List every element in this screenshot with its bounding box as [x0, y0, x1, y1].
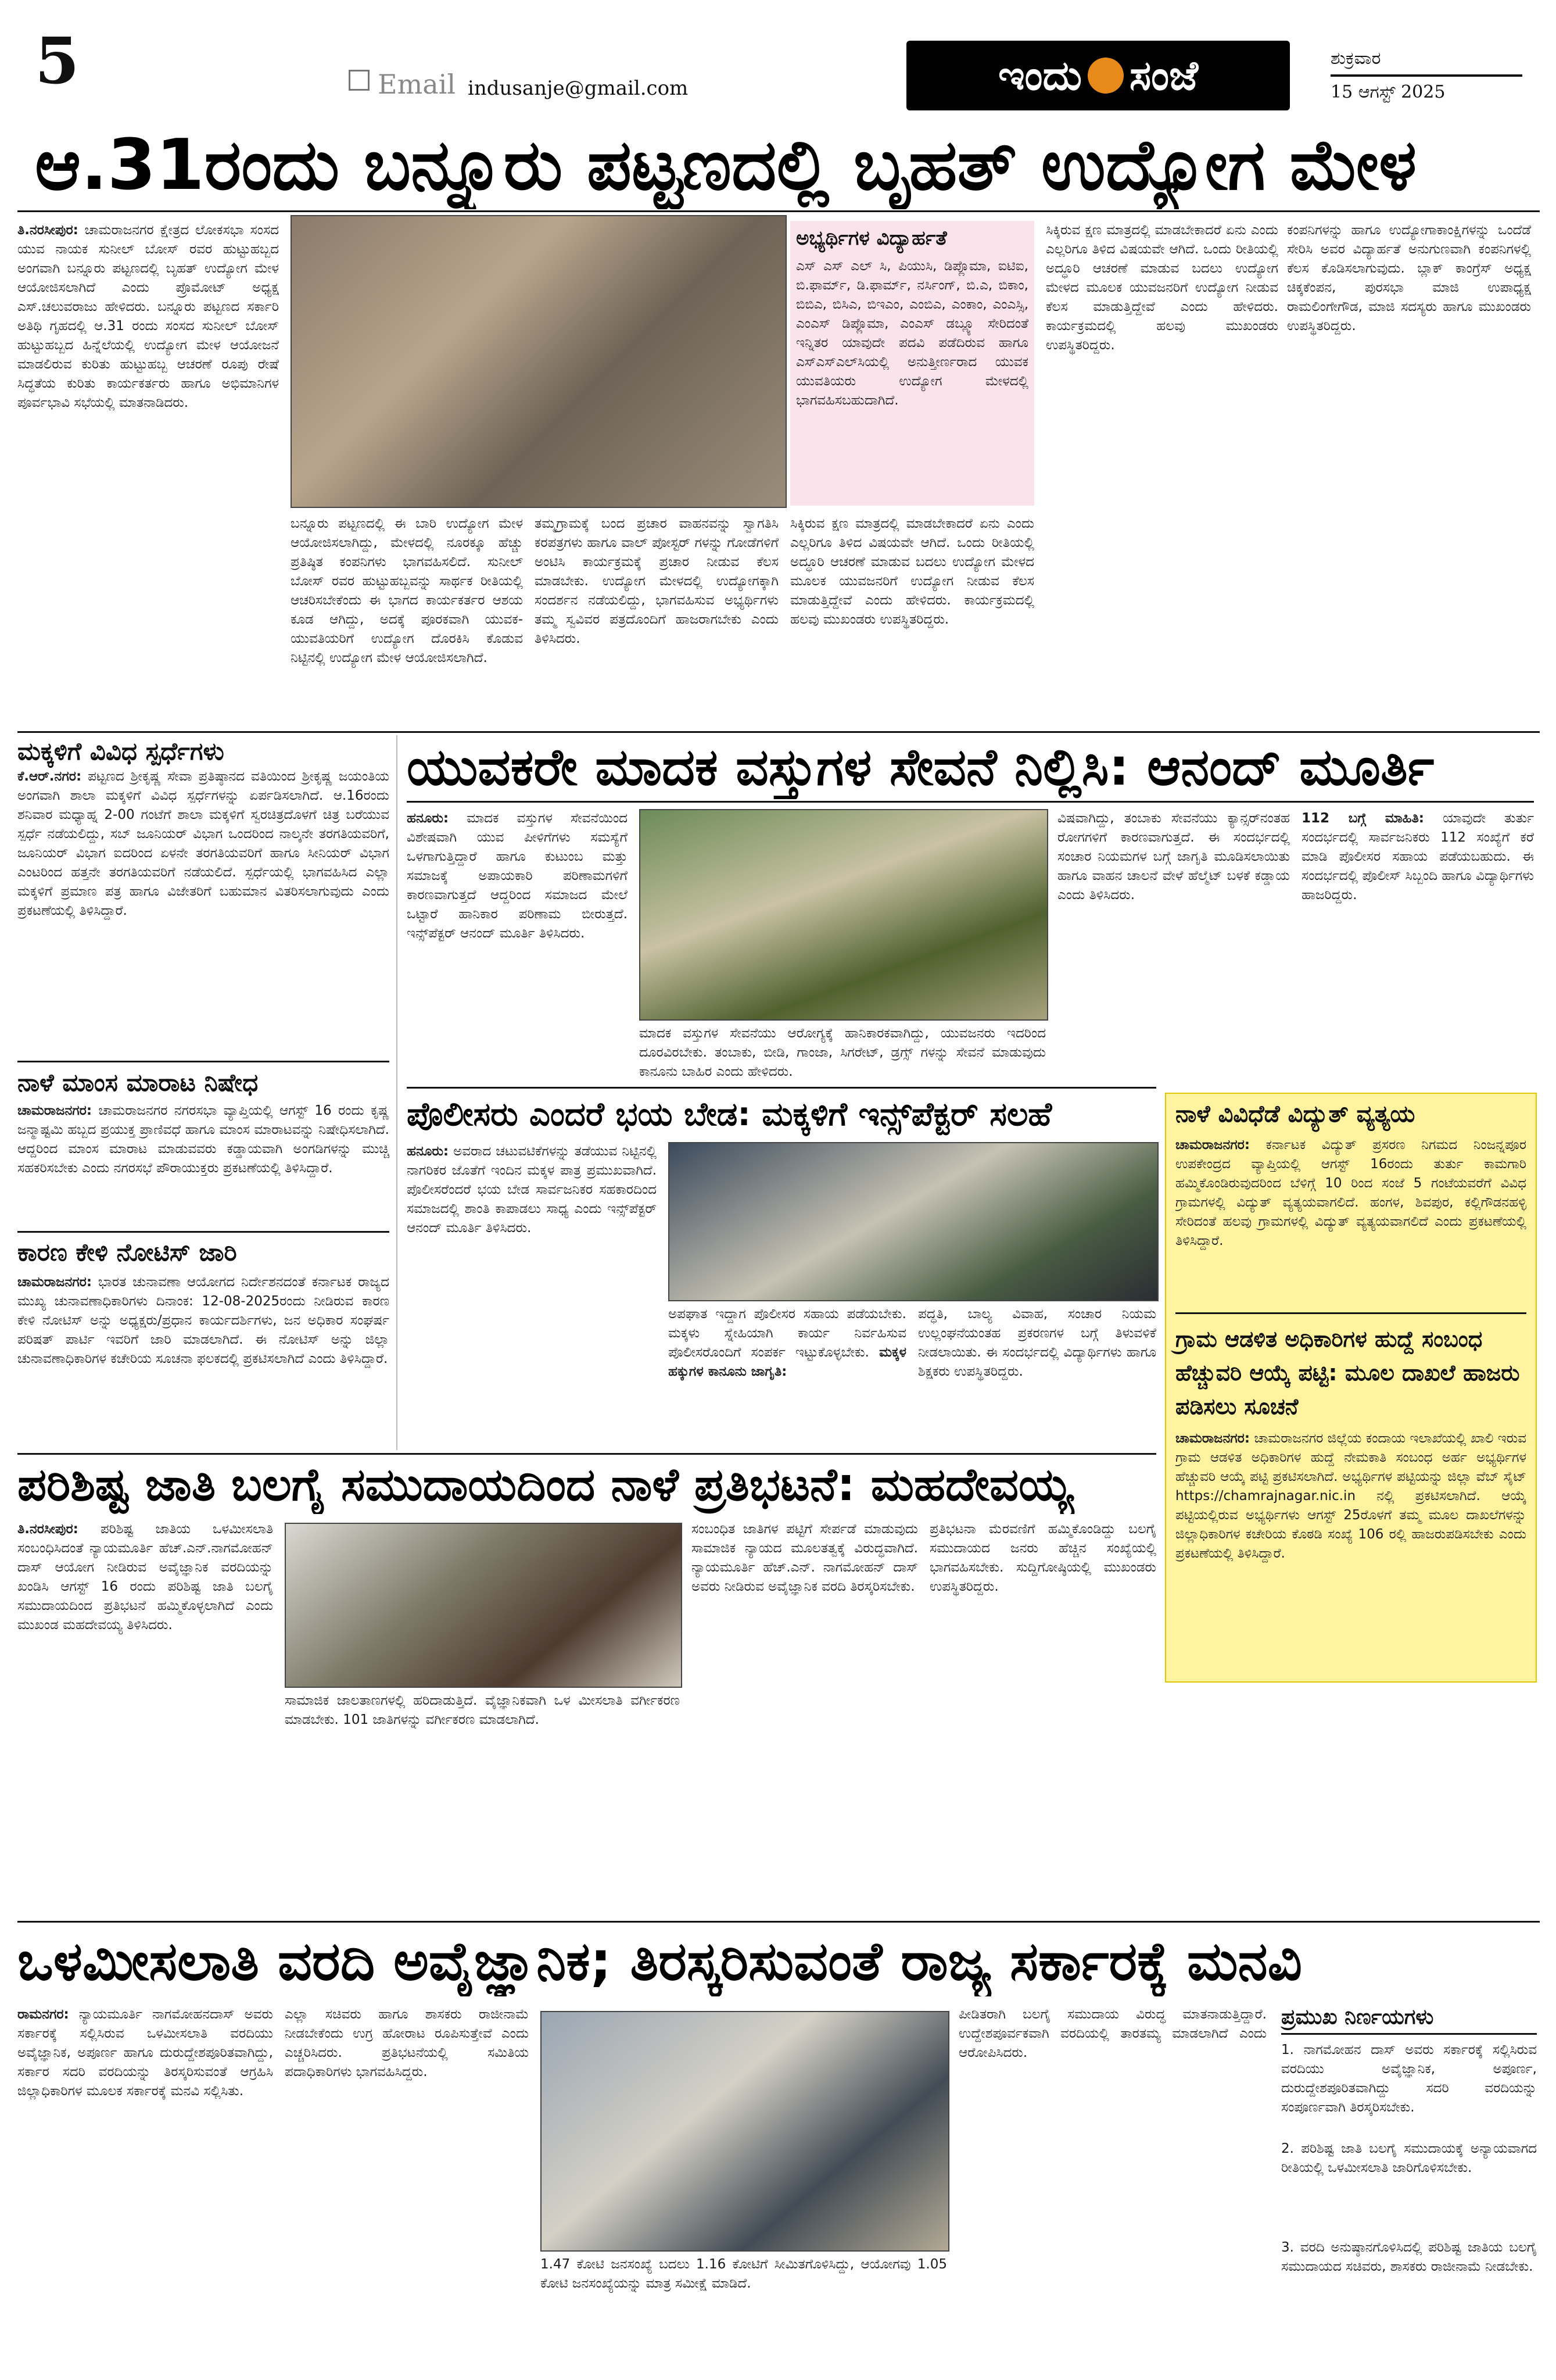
story1-col4b: ಸಿಕ್ಕಿರುವ ಕ್ಷಣ ಮಾತ್ರದಲ್ಲಿ ಮಾಡಬೇಕಾದರೆ ಏನು ಎಂದು ಎಲ್ಲರಿಗೂ ತಿಳಿದ ವಿಷಯವೇ ಆಗಿದೆ. ಒಂದು ರೀತಿಯಲ್ಲಿ ಅದ್ಧೂರಿ ಆಚರಣೆ ಮಾಡುವ ಬದಲು ಉದ್ಯೋಗ ಮೇಳದ ಮೂಲಕ ಯುವಜನರಿಗೆ ಉದ್ಯೋಗ ನೀಡುವ ಕೆಲಸ ಮಾಡುತ್ತಿದ್ದೇವೆ ಎಂದು ಹೇಳಿದರು. ಕಾರ್ಯಕ್ರಮದಲ್ಲಿ ಹಲವು ಮುಖಂಡರು ಉಪಸ್ಥಿತರಿದ್ದರು. — [1046, 223, 1278, 353]
qualification-box — [790, 221, 1034, 506]
story9-photo — [285, 1523, 682, 1688]
envelope-icon — [349, 70, 370, 91]
story1-text: ಚಾಮರಾಜನಗರ ಕ್ಷೇತ್ರದ ಲೋಕಸಭಾ ಸಂಸದ ಯುವ ನಾಯಕ ಸುನೀಲ್ ಬೋಸ್ ರವರ ಹುಟ್ಟುಹಬ್ಬದ ಅಂಗವಾಗಿ ಬನ್ನೂರು ಪಟ್ಟಣದಲ್ಲಿ ಬೃಹತ್ ಉದ್ಯೋಗ ಮೇಳ ಆಯೋಜಿಸಲಾಗಿದೆ ಎಂದು ಪ್ರೊಮೋಟ್ ಅಧ್ಯಕ್ಷ ಎಸ್.ಚಲುವರಾಜು ಹೇಳಿದರು. ಬನ್ನೂರು ಪಟ್ಟಣದ ಸರ್ಕಾರಿ ಅತಿಥಿ ಗೃಹದಲ್ಲಿ ಆ.31 ರಂದು ಸಂಸದ ಸುನೀಲ್ ಬೋಸ್ ಹುಟ್ಟುಹಬ್ಬದ ಹಿನ್ನೆಲೆಯಲ್ಲಿ ಉದ್ಯೋಗ ಮೇಳ ಆಯೋಜನೆ ಮಾಡಲಿರುವ ಕುರಿತು ಹುಟ್ಟುಹಬ್ಬ ಆಚರಣೆ ರೂಪು ರೇಷೆ ಸಿದ್ಧತೆಯ ಕುರಿತು ಕಾರ್ಯಕರ್ತರು ಹಾಗೂ ಅಭಿಮಾನಿಗಳ ಪೂರ್ವಭಾವಿ ಸಭೆಯಲ್ಲಿ ಮಾತನಾಡಿದರು. — [17, 223, 279, 410]
page-number: 5 — [35, 23, 80, 98]
story5-col4 — [1302, 809, 1534, 1082]
story10-text: ನ್ಯಾಯಮೂರ್ತಿ ನಾಗಮೋಹನದಾಸ್ ಅವರು ಸರ್ಕಾರಕ್ಕೆ ಸಲ್ಲಿಸಿರುವ ಒಳಮೀಸಲಾತಿ ವರದಿಯು ಅವೈಜ್ಞಾನಿಕ, ಅಪೂರ್ಣ ಹಾಗೂ ದುರುದ್ದೇಶಪೂರಿತವಾಗಿದ್ದು, ಸರ್ಕಾರ ಸದರಿ ವರದಿಯನ್ನು ತಿರಸ್ಕರಿಸುವಂತೆ ಆಗ್ರಹಿಸಿ ಜಿಲ್ಲಾಧಿಕಾರಿಗಳ ಮೂಲಕ ಸರ್ಕಾರಕ್ಕೆ ಮನವಿ ಸಲ್ಲಿಸಿತು. — [17, 2007, 273, 2099]
email-address[interactable]: indusanje@gmail.com — [468, 77, 689, 100]
story3-headline: ನಾಳೆ ಮಾಂಸ ಮಾರಾಟ ನಿಷೇಧ — [17, 1068, 259, 1097]
story2-headline: ಮಕ್ಕಳಿಗೆ ವಿವಿಧ ಸ್ಪರ್ಧೆಗಳು — [17, 737, 224, 765]
date-block — [1331, 46, 1522, 105]
story4-headline: ಕಾರಣ ಕೇಳಿ ನೋಟಿಸ್ ಜಾರಿ — [17, 1238, 237, 1266]
logo-text-left: ಇಂದು — [998, 51, 1082, 99]
weekday: ಶುಕ್ರವಾರ — [1331, 48, 1381, 69]
story5-text: ಮಾದಕ ವಸ್ತುಗಳ ಸೇವನೆಯಿಂದ ವಿಶೇಷವಾಗಿ ಯುವ ಪೀಳಿಗೆಗಳು ಸಮಸ್ಯೆಗೆ ಒಳಗಾಗುತ್ತಿದ್ದಾರೆ ಹಾಗೂ ಕುಟುಂಬ ಮತ್ತು ಸಮಾಜಕ್ಕೆ ಅಪಾಯಕಾರಿ ಪರಿಣಾಮಗಳಿಗೆ ಕಾರಣವಾಗುತ್ತದೆ ಆದ್ದರಿಂದ ಸಮಾಜದ ಮೇಲೆ ಒಟ್ಟಾರೆ ಹಾನಿಕಾರ ಪರಿಣಾಮ ಬೀರುತ್ತದೆ. ಇನ್ಸ್‌ಪೆಕ್ಟರ್ ಆನಂದ್ ಮೂರ್ತಿ ತಿಳಿಸಿದರು. — [407, 811, 628, 941]
newspaper-logo — [906, 41, 1290, 110]
story6-text: ಅವರಾದ ಚಟುವಟಿಕೆಗಳನ್ನು ತಡೆಯುವ ನಿಟ್ಟಿನಲ್ಲಿ ನಾಗರಿಕರ ಜೊತೆಗೆ ಇಂದಿನ ಮಕ್ಕಳ ಪಾತ್ರ ಪ್ರಮುಖವಾಗಿದೆ. ಪೊಲೀಸರೆಂದರೆ ಭಯ ಬೇಡ ಸಾರ್ವಜನಿಕರ ಸಹಕಾರದಿಂದ ಸಮಾಜದಲ್ಲಿ ಶಾಂತಿ ಕಾಪಾಡಲು ಸಾಧ್ಯ ಎಂದು ಇನ್ಸ್‌ಪೆಕ್ಟರ್ ಆನಂದ್ ಮೂರ್ತಿ ತಿಳಿಸಿದರು. — [407, 1144, 657, 1236]
story2-text: ಪಟ್ಟಣದ ಶ್ರೀಕೃಷ್ಣ ಸೇವಾ ಪ್ರತಿಷ್ಠಾನದ ವತಿಯಿಂದ ಶ್ರೀಕೃಷ್ಣ ಜಯಂತಿಯ ಅಂಗವಾಗಿ ಶಾಲಾ ಮಕ್ಕಳಿಗೆ ವಿವಿಧ ಸ್ಪರ್ಧೆಗಳನ್ನು ಏರ್ಪಡಿಸಲಾಗಿದೆ. ಆ.16ರಂದು ಶನಿವಾರ ಮಧ್ಯಾಹ್ನ 2-00 ಗಂಟೆಗೆ ಶಾಲಾ ಮಕ್ಕಳಿಗೆ ಸ್ವರಚಿತ್ರದೊಳಗೆ ಚಿತ್ರ ಬರೆಯುವ ಸ್ಪರ್ಧೆ ನಡೆಯಲಿದ್ದು, ಸಬ್ ಜೂನಿಯರ್ ವಿಭಾಗ ಒಂದರಿಂದ ನಾಲ್ಕನೇ ತರಗತಿಯವರಿಗೆ, ಜೂನಿಯರ್ ವಿಭಾಗ ಐದರಿಂದ ಏಳನೇ ತರಗತಿಯವರಿಗೆ ಹಾಗೂ ಸೀನಿಯರ್ ವಿಭಾಗ ಎಂಟರಿಂದ ಹತ್ತನೇ ತರಗತಿಯವರಿಗೆ ನಡೆಯಲಿದೆ. ಸ್ಪರ್ಧೆಯಲ್ಲಿ ಭಾಗವಹಿಸಿದ ಎಲ್ಲಾ ಮಕ್ಕಳಿಗೆ ಪ್ರಮಾಣ ಪತ್ರ ಹಾಗೂ ವಿಜೇತರಿಗೆ ಬಹುಮಾನ ವಿತರಿಸಲಾಗುವುದು ಎಂದು ಪ್ರಕಟಣೆಯಲ್ಲಿ ತಿಳಿಸಿದ್ದಾರೆ. — [17, 769, 389, 918]
story10-col3: ಪೀಡಿತರಾಗಿ ಬಲಗೈ ಸಮುದಾಯ ವಿರುದ್ಧ ಮಾತನಾಡುತ್ತಿದ್ದಾರೆ. ಉದ್ದೇಶಪೂರ್ವಕವಾಗಿ ವರದಿಯಲ್ಲಿ ತಾರತಮ್ಯ ಮಾಡಲಾಗಿದೆ ಎಂದು ಆರೋಪಿಸಿದರು. — [959, 2007, 1267, 2060]
story5-dateline: ಹನೂರು: — [407, 811, 449, 826]
divider — [17, 1231, 389, 1233]
divider — [407, 801, 1534, 803]
issue-date: 15 ಆಗಸ್ಟ್ 2025 — [1331, 82, 1446, 102]
story3-dateline: ಚಾಮರಾಜನಗರ: — [17, 1103, 92, 1118]
story6-col3: ಪದ್ಧತಿ, ಬಾಲ್ಯ ವಿವಾಹ, ಸಂಚಾರ ನಿಯಮ ಉಲ್ಲಂಘನೆಯಂತಹ ಪ್ರಕರಣಗಳ ಬಗ್ಗೆ ತಿಳುವಳಿಕೆ ನೀಡಲಾಯಿತು. ಈ ಸಂದರ್ಭದಲ್ಲಿ ವಿದ್ಯಾರ್ಥಿಗಳು ಹಾಗೂ ಶಿಕ್ಷಕರು ಉಪಸ್ಥಿತರಿದ್ದರು. — [918, 1307, 1156, 1379]
story5-headline: ಯುವಕರೇ ಮಾದಕ ವಸ್ತುಗಳ ಸೇವನೆ ನಿಲ್ಲಿಸಿ: ಆನಂದ್ ಮೂರ್ತಿ — [407, 737, 1435, 797]
story1-col5: ಕಂಪನಿಗಳನ್ನು ಹಾಗೂ ಉದ್ಯೋಗಾಕಾಂಕ್ಷಿಗಳನ್ನು ಒಂದೆಡೆ ಸೇರಿಸಿ ಅವರ ವಿದ್ಯಾರ್ಹತೆ ಅನುಗುಣವಾಗಿ ಕಂಪನಿಗಳಲ್ಲಿ ಕೆಲಸ ಕೊಡಿಸಲಾಗುವುದು. ಬ್ಲಾಕ್ ಕಾಂಗ್ರೆಸ್ ಅಧ್ಯಕ್ಷ ಚಿಕ್ಕಕೆಂಪನ, ಪುರಸಭಾ ಮಾಜಿ ಉಪಾಧ್ಯಕ್ಷ ರಾಮಲಿಂಗೇಗೌಡ, ಮಾಜಿ ಸದಸ್ಯರು ಹಾಗೂ ಮುಖಂಡರು ಉಪಸ್ಥಿತರಿದ್ದರು. — [1287, 223, 1531, 334]
story9-headline: ಪರಿಶಿಷ್ಟ ಜಾತಿ ಬಲಗೈ ಸಮುದಾಯದಿಂದ ನಾಳೆ ಪ್ರತಿಭಟನೆ: ಮಹದೇವಯ್ಯ — [17, 1459, 1074, 1511]
divider — [17, 731, 1540, 733]
story7-body — [1175, 1136, 1526, 1304]
story10-headline: ಒಳಮೀಸಲಾತಿ ವರದಿ ಅವೈಜ್ಞಾನಿಕ; ತಿರಸ್ಕರಿಸುವಂತೆ ರಾಜ್ಯ ಸರ್ಕಾರಕ್ಕೆ ಮನವಿ — [17, 1930, 1303, 1992]
story2-dateline: ಕೆ.ಆರ್.ನಗರ: — [17, 769, 82, 784]
qualification-box-body: ಎಸ್ ಎಸ್ ಎಲ್ ಸಿ, ಪಿಯುಸಿ, ಡಿಪ್ಲೊಮಾ, ಐಟಿಐ, ಬಿ.ಫಾರ್ಮ್, ಡಿ.ಫಾರ್ಮ್, ನರ್ಸಿಂಗ್, ಬಿ.ಎ, ಬಿಕಾಂ, ಬಿಬಿಎ, ಬಿಸಿಎ, ಬಿಇಎಂ, ಎಂಬಿಎ, ಎಂಕಾಂ, ಎಂಎಸ್ಸಿ, ಎಂಎಸ್ ಡಿಪ್ಲೊಮಾ, ಎಂಎಸ್ ಡಬ್ಲ್ಯೂ ಸೇರಿದಂತೆ ಇನ್ನಿತರ ಯಾವುದೇ ಪದವಿ ಪಡೆದಿರುವ ಹಾಗೂ ಎಸ್ಎಸ್ಎಲ್‌ಸಿಯಲ್ಲಿ ಅನುತ್ತೀರ್ಣರಾದ ಯುವಕ ಯುವತಿಯರು ಉದ್ಯೋಗ ಮೇಳದಲ್ಲಿ ಭಾಗವಹಿಸಬಹುದಾಗಿದೆ. — [796, 259, 1028, 408]
story6-dateline: ಹನೂರು: — [407, 1144, 449, 1159]
story6-col1 — [407, 1142, 657, 1444]
logo-sun-icon — [1088, 58, 1124, 94]
story8-text: ಚಾಮರಾಜನಗರ ಜಿಲ್ಲೆಯ ಕಂದಾಯ ಇಲಾಖೆಯಲ್ಲಿ ಖಾಲಿ ಇರುವ ಗ್ರಾಮ ಆಡಳಿತ ಅಧಿಕಾರಿಗಳ ಹುದ್ದೆ ನೇಮಕಾತಿ ಸಂಬಂಧ ಅರ್ಹ ಅಭ್ಯರ್ಥಿಗಳ ಹೆಚ್ಚುವರಿ ಆಯ್ಕೆ ಪಟ್ಟಿ ಪ್ರಕಟಿಸಲಾಗಿದೆ. ಅಭ್ಯರ್ಥಿಗಳ ಪಟ್ಟಿಯನ್ನು ಜಿಲ್ಲಾ ವೆಬ್ ಸೈಟ್ https://chamrajnagar.nic.in ನಲ್ಲಿ ಪ್ರಕಟಿಸಲಾಗಿದೆ. ಆಯ್ಕೆ ಪಟ್ಟಿಯಲ್ಲಿರುವ ಅಭ್ಯರ್ಥಿಗಳು ಆಗಸ್ಟ್ 25ರೊಳಗೆ ತಮ್ಮ ಮೂಲ ದಾಖಲೆಗಳನ್ನು ಜಿಲ್ಲಾಧಿಕಾರಿಗಳ ಕಚೇರಿಯ ಕೊಠಡಿ ಸಂಖ್ಯೆ 106 ರಲ್ಲಿ ಹಾಜರುಪಡಿಸಬೇಕು ಎಂದು ಪ್ರಕಟಣೆಯಲ್ಲಿ ತಿಳಿಸಿದ್ದಾರೆ. — [1175, 1431, 1526, 1561]
story6-subhead: ಮಕ್ಕಳ ಹಕ್ಕುಗಳ ಕಾನೂನು ಜಾಗೃತಿ: — [668, 1345, 906, 1379]
story10-dateline: ರಾಮನಗರ: — [17, 2007, 69, 2022]
story6-col2 — [668, 1305, 906, 1444]
story7-dateline: ಚಾಮರಾಜನಗರ: — [1175, 1137, 1250, 1153]
story1-dateline: ತಿ.ನರಸೀಪುರ: — [17, 223, 78, 238]
resolution-item: 2. ಪರಿಶಿಷ್ಟ ಜಾತಿ ಬಲಗೈ ಸಮುದಾಯಕ್ಕೆ ಅನ್ಯಾಯವಾಗದ ರೀತಿಯಲ್ಲಿ ಒಳಮೀಸಲಾತಿ ಜಾರಿಗೊಳಿಸಬೇಕು. — [1281, 2141, 1537, 2175]
resolution-item: 1. ನಾಗಮೋಹನ ದಾಸ್ ಅವರು ಸರ್ಕಾರಕ್ಕೆ ಸಲ್ಲಿಸಿರುವ ವರದಿಯು ಅವೈಜ್ಞಾನಿಕ, ಅಪೂರ್ಣ, ದುರುದ್ದೇಶಪೂರಿತವಾಗಿದ್ದು ಸದರಿ ವರದಿಯನ್ನು ಸಂಪೂರ್ಣವಾಗಿ ತಿರಸ್ಕರಿಸಬೇಕು. — [1281, 2042, 1537, 2115]
story5-col4-text: ಯಾವುದೇ ತುರ್ತು ಸಂದರ್ಭದಲ್ಲಿ ಸಾರ್ವಜನಿಕರು 112 ಸಂಖ್ಯೆಗೆ ಕರೆ ಮಾಡಿ ಪೊಲೀಸರ ಸಹಾಯ ಪಡೆಯಬಹುದು. ಈ ಸಂದರ್ಭದಲ್ಲಿ ಪೊಲೀಸ್ ಸಿಬ್ಬಂದಿ ಹಾಗೂ ವಿದ್ಯಾರ್ಥಿಗಳು ಹಾಜರಿದ್ದರು. — [1302, 811, 1534, 903]
story1-headline: ಆ.31ರಂದು ಬನ್ನೂರು ಪಟ್ಟಣದಲ್ಲಿ ಬೃಹತ್ ಉದ್ಯೋಗ ಮೇಳ — [35, 125, 1417, 206]
story5-subhead: 112 ಬಗ್ಗೆ ಮಾಹಿತಿ: — [1302, 811, 1424, 826]
date-divider — [1331, 74, 1522, 77]
story9-col3: ಸಂಬಂಧಿತ ಜಾತಿಗಳ ಪಟ್ಟಿಗೆ ಸೇರ್ಪಡೆ ಮಾಡುವುದು ಸಾಮಾಜಿಕ ನ್ಯಾಯದ ಮೂಲತತ್ವಕ್ಕೆ ವಿರುದ್ಧವಾಗಿದೆ. ನ್ಯಾಯಮೂರ್ತಿ ಹೆಚ್.ಎನ್. ನಾಗಮೋಹನ್ ದಾಸ್ ಅವರು ನೀಡಿರುವ ಅವೈಜ್ಞಾನಿಕ ವರದಿ ತಿರಸ್ಕರಿಸಬೇಕು. — [691, 1522, 918, 1594]
column-divider — [396, 735, 397, 1450]
story1-col3: ತಮ್ಮಗ್ರಾಮಕ್ಕೆ ಬಂದ ಪ್ರಚಾರ ವಾಹನವನ್ನು ಸ್ವಾಗತಿಸಿ ಕರಪತ್ರಗಳು ಹಾಗೂ ವಾಲ್ ಪೋಸ್ಟರ್ ಗಳನ್ನು ಗೋಡೆಗಳಿಗೆ ಅಂಟಿಸಿ ಕಾರ್ಯಕ್ರಮಕ್ಕೆ ಪ್ರಚಾರ ನೀಡುವ ಕೆಲಸ ಮಾಡಬೇಕು. ಉದ್ಯೋಗ ಮೇಳದಲ್ಲಿ ಉದ್ಯೋಗಕ್ಕಾಗಿ ಸಂದರ್ಶನ ನಡೆಯಲಿದ್ದು, ಭಾಗವಹಿಸುವ ಅಭ್ಯರ್ಥಿಗಳು ತಮ್ಮ ಸ್ವವಿವರ ಪತ್ರದೊಂದಿಗೆ ಹಾಜರಾಗಬೇಕು ಎಂದು ತಿಳಿಸಿದರು. — [535, 516, 779, 646]
email-label: Email — [378, 69, 456, 100]
divider — [17, 1453, 1156, 1455]
resolutions-title: ಪ್ರಮುಖ ನಿರ್ಣಯಗಳು — [1281, 2005, 1537, 2035]
story5-col1 — [407, 809, 628, 1082]
story1-col1 — [17, 221, 279, 726]
story5-col2: ಮಾದಕ ವಸ್ತುಗಳ ಸೇವನೆಯು ಆರೋಗ್ಯಕ್ಕೆ ಹಾನಿಕಾರಕವಾಗಿದ್ದು, ಯುವಜನರು ಇದರಿಂದ ದೂರವಿರಬೇಕು. ತಂಬಾಕು, ಬೀಡಿ, ಗಾಂಜಾ, ಸಿಗರೇಟ್, ಡ್ರಗ್ಸ್ ಗಳನ್ನು ಸೇವನೆ ಮಾಡುವುದು ಕಾನೂನು ಬಾಹಿರ ಎಂದು ಹೇಳಿದರು. — [639, 1026, 1046, 1079]
story3-body — [17, 1101, 389, 1229]
story10-col1 — [17, 2005, 273, 2365]
divider — [17, 1061, 389, 1062]
story9-col1 — [17, 1520, 273, 1915]
divider — [407, 1087, 1156, 1089]
story10-col2: ಎಲ್ಲಾ ಸಚಿವರು ಹಾಗೂ ಶಾಸಕರು ರಾಜೀನಾಮೆ ನೀಡಬೇಕೆಂದು ಉಗ್ರ ಹೋರಾಟ ರೂಪಿಸುತ್ತೇವೆ ಎಂದು ಎಚ್ಚರಿಸಿದರು. ಪ್ರತಿಭಟನೆಯಲ್ಲಿ ಸಮಿತಿಯ ಪದಾಧಿಕಾರಿಗಳು ಭಾಗವಹಿಸಿದ್ದರು. — [285, 2007, 529, 2080]
story9-dateline: ತಿ.ನರಸೀಪುರ: — [17, 1522, 78, 1537]
story5-photo — [639, 809, 1048, 1021]
story4-text: ಭಾರತ ಚುನಾವಣಾ ಆಯೋಗದ ನಿರ್ದೇಶನದಂತೆ ಕರ್ನಾಟಕ ರಾಜ್ಯದ ಮುಖ್ಯ ಚುನಾವಣಾಧಿಕಾರಿಗಳು ದಿನಾಂಕ: 12-08-2025ರಂದು ನೀಡಿರುವ ಕಾರಣ ಕೇಳಿ ನೋಟಿಸ್ ಅನ್ನು ಅಧ್ಯಕ್ಷರು/ಪ್ರಧಾನ ಕಾರ್ಯದರ್ಶಿಗಳು, ಜನ ಅಧಿಕಾರ ಸಂಘರ್ಷ ಪರಿಷತ್ ಪಾರ್ಟಿ ಇವರಿಗೆ ಜಾರಿ ಮಾಡಲಾಗಿದೆ. ಈ ನೋಟಿಸ್ ಅನ್ನು ಜಿಲ್ಲಾ ಚುನಾವಣಾಧಿಕಾರಿಗಳ ಕಚೇರಿಯ ಸೂಚನಾ ಫಲಕದಲ್ಲಿ ಪ್ರಕಟಿಸಲಾಗಿದೆ ಎಂದು ತಿಳಿಸಿದ್ದಾರೆ. — [17, 1275, 389, 1366]
story10-photo — [540, 2011, 949, 2252]
story9-text: ಪರಿಶಿಷ್ಟ ಜಾತಿಯ ಒಳಮೀಸಲಾತಿ ಸಂಬಂಧಿಸಿದಂತೆ ನ್ಯಾಯಮೂರ್ತಿ ಹೆಚ್.ಎನ್.ನಾಗಮೋಹನ್ ದಾಸ್ ಆಯೋಗ ನೀಡಿರುವ ಅವೈಜ್ಞಾನಿಕ ವರದಿಯನ್ನು ಖಂಡಿಸಿ ಆಗಸ್ಟ್ 16 ರಂದು ಪರಿಶಿಷ್ಟ ಜಾತಿ ಬಲಗೈ ಸಮುದಾಯದಿಂದ ಪ್ರತಿಭಟನೆ ಹಮ್ಮಿಕೊಳ್ಳಲಾಗಿದೆ ಎಂದು ಮುಖಂಡ ಮಹದೇವಯ್ಯ ತಿಳಿಸಿದರು. — [17, 1522, 273, 1633]
story9-col2: ಸಾಮಾಜಿಕ ಜಾಲತಾಣಗಳಲ್ಲಿ ಹರಿದಾಡುತ್ತಿದೆ. ವೈಜ್ಞಾನಿಕವಾಗಿ ಒಳ ಮೀಸಲಾತಿ ವರ್ಗೀಕರಣ ಮಾಡಬೇಕು. 101 ಜಾತಿಗಳನ್ನು ವರ್ಗೀಕರಣ ಮಾಡಲಾಗಿದೆ. — [285, 1693, 680, 1727]
story4-body — [17, 1273, 389, 1447]
resolution-item: 3. ವರದಿ ಅನುಷ್ಠಾನಗೊಳಿಸಿದಲ್ಲಿ ಪರಿಶಿಷ್ಟ ಜಾತಿಯ ಬಲಗೈ ಸಮುದಾಯದ ಸಚಿವರು, ಶಾಸಕರು ರಾಜೀನಾಮೆ ನೀಡಬೇಕು. — [1281, 2240, 1537, 2274]
story1-col4: ಸಿಕ್ಕಿರುವ ಕ್ಷಣ ಮಾತ್ರದಲ್ಲಿ ಮಾಡಬೇಕಾದರೆ ಏನು ಎಂದು ಎಲ್ಲರಿಗೂ ತಿಳಿದ ವಿಷಯವೇ ಆಗಿದೆ. ಒಂದು ರೀತಿಯಲ್ಲಿ ಅದ್ಧೂರಿ ಆಚರಣೆ ಮಾಡುವ ಬದಲು ಉದ್ಯೋಗ ಮೇಳದ ಮೂಲಕ ಯುವಜನರಿಗೆ ಉದ್ಯೋಗ ನೀಡುವ ಕೆಲಸ ಮಾಡುತ್ತಿದ್ದೇವೆ ಎಂದು ಹೇಳಿದರು. ಕಾರ್ಯಕ್ರಮದಲ್ಲಿ ಹಲವು ಮುಖಂಡರು ಉಪಸ್ಥಿತರಿದ್ದರು. — [790, 516, 1034, 627]
story5-col3: ವಿಷವಾಗಿದ್ದು, ತಂಬಾಕು ಸೇವನೆಯು ಕ್ಯಾನ್ಸರ್‌ನಂತಹ ರೋಗಗಳಿಗೆ ಕಾರಣವಾಗುತ್ತದೆ. ಈ ಸಂದರ್ಭದಲ್ಲಿ ಸಂಚಾರ ನಿಯಮಗಳ ಬಗ್ಗೆ ಜಾಗೃತಿ ಮೂಡಿಸಲಾಯಿತು ಹಾಗೂ ವಾಹನ ಚಾಲನೆ ವೇಳೆ ಹೆಲ್ಮೆಟ್ ಬಳಕೆ ಕಡ್ಡಾಯ ಎಂದು ತಿಳಿಸಿದರು. — [1057, 811, 1290, 903]
story1-col2: ಬನ್ನೂರು ಪಟ್ಟಣದಲ್ಲಿ ಈ ಬಾರಿ ಉದ್ಯೋಗ ಮೇಳ ಆಯೋಜಿಸಲಾಗಿದ್ದು, ಮೇಳದಲ್ಲಿ ನೂರಕ್ಕೂ ಹೆಚ್ಚು ಪ್ರತಿಷ್ಠಿತ ಕಂಪನಿಗಳು ಭಾಗವಹಿಸಲಿದೆ. ಸುನೀಲ್ ಬೋಸ್ ರವರ ಹುಟ್ಟುಹಬ್ಬವನ್ನು ಸಾರ್ಥಕ ರೀತಿಯಲ್ಲಿ ಆಚರಿಸಬೇಕೆಂದು ಈ ಭಾಗದ ಕಾರ್ಯಕರ್ತರ ಆಶಯ ಕೂಡ ಆಗಿದ್ದು, ಅದಕ್ಕೆ ಪೂರಕವಾಗಿ ಯುವಕ-ಯುವತಿಯರಿಗೆ ಉದ್ಯೋಗ ದೊರಕಿಸಿ ಕೊಡುವ ನಿಟ್ಟಿನಲ್ಲಿ ಉದ್ಯೋಗ ಮೇಳ ಆಯೋಜಿಸಲಾಗಿದೆ. — [291, 516, 523, 665]
story6-headline: ಪೊಲೀಸರು ಎಂದರೆ ಭಯ ಬೇಡ: ಮಕ್ಕಳಿಗೆ ಇನ್ಸ್‌ಪೆಕ್ಟರ್ ಸಲಹೆ — [407, 1096, 1052, 1133]
logo-text-right: ಸಂಜೆ — [1129, 51, 1199, 99]
story8-headline: ಗ್ರಾಮ ಆಡಳಿತ ಅಧಿಕಾರಿಗಳ ಹುದ್ದೆ ಸಂಬಂಧ ಹೆಚ್ಚುವರಿ ಆಯ್ಕೆ ಪಟ್ಟಿ: ಮೂಲ ದಾಖಲೆ ಹಾಜರು ಪಡಿಸಲು ಸೂಚನೆ — [1175, 1326, 1520, 1419]
divider — [17, 1921, 1540, 1923]
story3-text: ಚಾಮರಾಜನಗರ ನಗರಸಭಾ ವ್ಯಾಪ್ತಿಯಲ್ಲಿ ಆಗಸ್ಟ್ 16 ರಂದು ಕೃಷ್ಣ ಜನ್ಮಾಷ್ಟಮಿ ಹಬ್ಬದ ಪ್ರಯುಕ್ತ ಪ್ರಾಣಿವಧೆ ಹಾಗೂ ಮಾಂಸ ಮಾರಾಟವನ್ನು ನಿಷೇಧಿಸಲಾಗಿದೆ. ಆದ್ದರಿಂದ ಮಾಂಸ ಮಾರಾಟ ಮಾಡುವವರು ಕಡ್ಡಾಯವಾಗಿ ಅಂಗಡಿಗಳನ್ನು ಮುಚ್ಚಿ ಸಹಕರಿಸಬೇಕು ಎಂದು ನಗರಸಭೆ ಪೌರಾಯುಕ್ತರು ಪ್ರಕಟಣೆಯಲ್ಲಿ ತಿಳಿಸಿದ್ದಾರೆ. — [17, 1103, 389, 1176]
story7-headline: ನಾಳೆ ವಿವಿಧೆಡೆ ವಿದ್ಯುತ್ ವ್ಯತ್ಯಯ — [1175, 1101, 1415, 1128]
masthead — [0, 0, 1556, 119]
story8-body — [1175, 1429, 1526, 1638]
story6-col2-text: ಅಪಘಾತ ಇದ್ದಾಗ ಪೊಲೀಸರ ಸಹಾಯ ಪಡೆಯಬೇಕು. ಮಕ್ಕಳು ಸ್ನೇಹಿಯಾಗಿ ಕಾರ್ಯ ನಿರ್ವಹಿಸುವ ಪೊಲೀಸರೊಂದಿಗೆ ಸಂಪರ್ಕ ಇಟ್ಟುಕೊಳ್ಳಬೇಕು. — [668, 1307, 906, 1360]
story1-photo — [291, 215, 787, 508]
story10-caption: 1.47 ಕೋಟಿ ಜನಸಂಖ್ಯೆ ಬದಲು 1.16 ಕೋಟಿಗೆ ಸೀಮಿತಗೊಳಿಸಿದ್ದು, ಆಯೋಗವು 1.05 ಕೋಟಿ ಜನಸಂಖ್ಯೆಯನ್ನು ಮಾತ್ರ ಸಮೀಕ್ಷೆ ಮಾಡಿದೆ. — [540, 2257, 947, 2291]
divider — [17, 210, 1540, 212]
resolutions-sidebar — [1281, 2005, 1537, 2365]
notice-box — [1165, 1093, 1537, 1683]
qualification-box-title: ಅಭ್ಯರ್ಥಿಗಳ ವಿದ್ಯಾರ್ಹತೆ — [796, 227, 947, 250]
story6-photo — [668, 1142, 1159, 1301]
story2-body — [17, 767, 389, 1052]
divider — [1175, 1312, 1526, 1314]
story8-dateline: ಚಾಮರಾಜನಗರ: — [1175, 1431, 1250, 1446]
story7-text: ಕರ್ನಾಟಕ ವಿದ್ಯುತ್ ಪ್ರಸರಣ ನಿಗಮದ ನಿಂಜನ್ನಪೂರ ಉಪಕೇಂದ್ರದ ವ್ಯಾಪ್ತಿಯಲ್ಲಿ ಆಗಸ್ಟ್ 16ರಂದು ತುರ್ತು ಕಾಮಗಾರಿ ಹಮ್ಮಿಕೊಂಡಿರುವುದರಿಂದ ಬೆಳಿಗ್ಗೆ 10 ರಿಂದ ಸಂಜೆ 5 ಗಂಟೆಯವರೆಗೆ ವಿವಿಧ ಗ್ರಾಮಗಳಲ್ಲಿ ವಿದ್ಯುತ್ ವ್ಯತ್ಯಯವಾಗಲಿದೆ. ಹಂಗಳ, ಶಿವಪುರ, ಕಲ್ಲಿಗೌಡನಹಳ್ಳಿ ಸೇರಿದಂತೆ ಹಲವು ಗ್ರಾಮಗಳಲ್ಲಿ ವಿದ್ಯುತ್ ವ್ಯತ್ಯಯವಾಗಲಿದೆ ಎಂದು ಪ್ರಕಟಣೆಯಲ್ಲಿ ತಿಳಿಸಿದ್ದಾರೆ. — [1175, 1137, 1526, 1248]
story9-col4: ಪ್ರತಿಭಟನಾ ಮೆರವಣಿಗೆ ಹಮ್ಮಿಕೊಂಡಿದ್ದು ಬಲಗೈ ಸಮುದಾಯದ ಜನರು ಹೆಚ್ಚಿನ ಸಂಖ್ಯೆಯಲ್ಲಿ ಭಾಗವಹಿಸಬೇಕು. ಸುದ್ದಿಗೋಷ್ಠಿಯಲ್ಲಿ ಮುಖಂಡರು ಉಪಸ್ಥಿತರಿದ್ದರು. — [930, 1522, 1156, 1594]
story4-dateline: ಚಾಮರಾಜನಗರ: — [17, 1275, 92, 1290]
